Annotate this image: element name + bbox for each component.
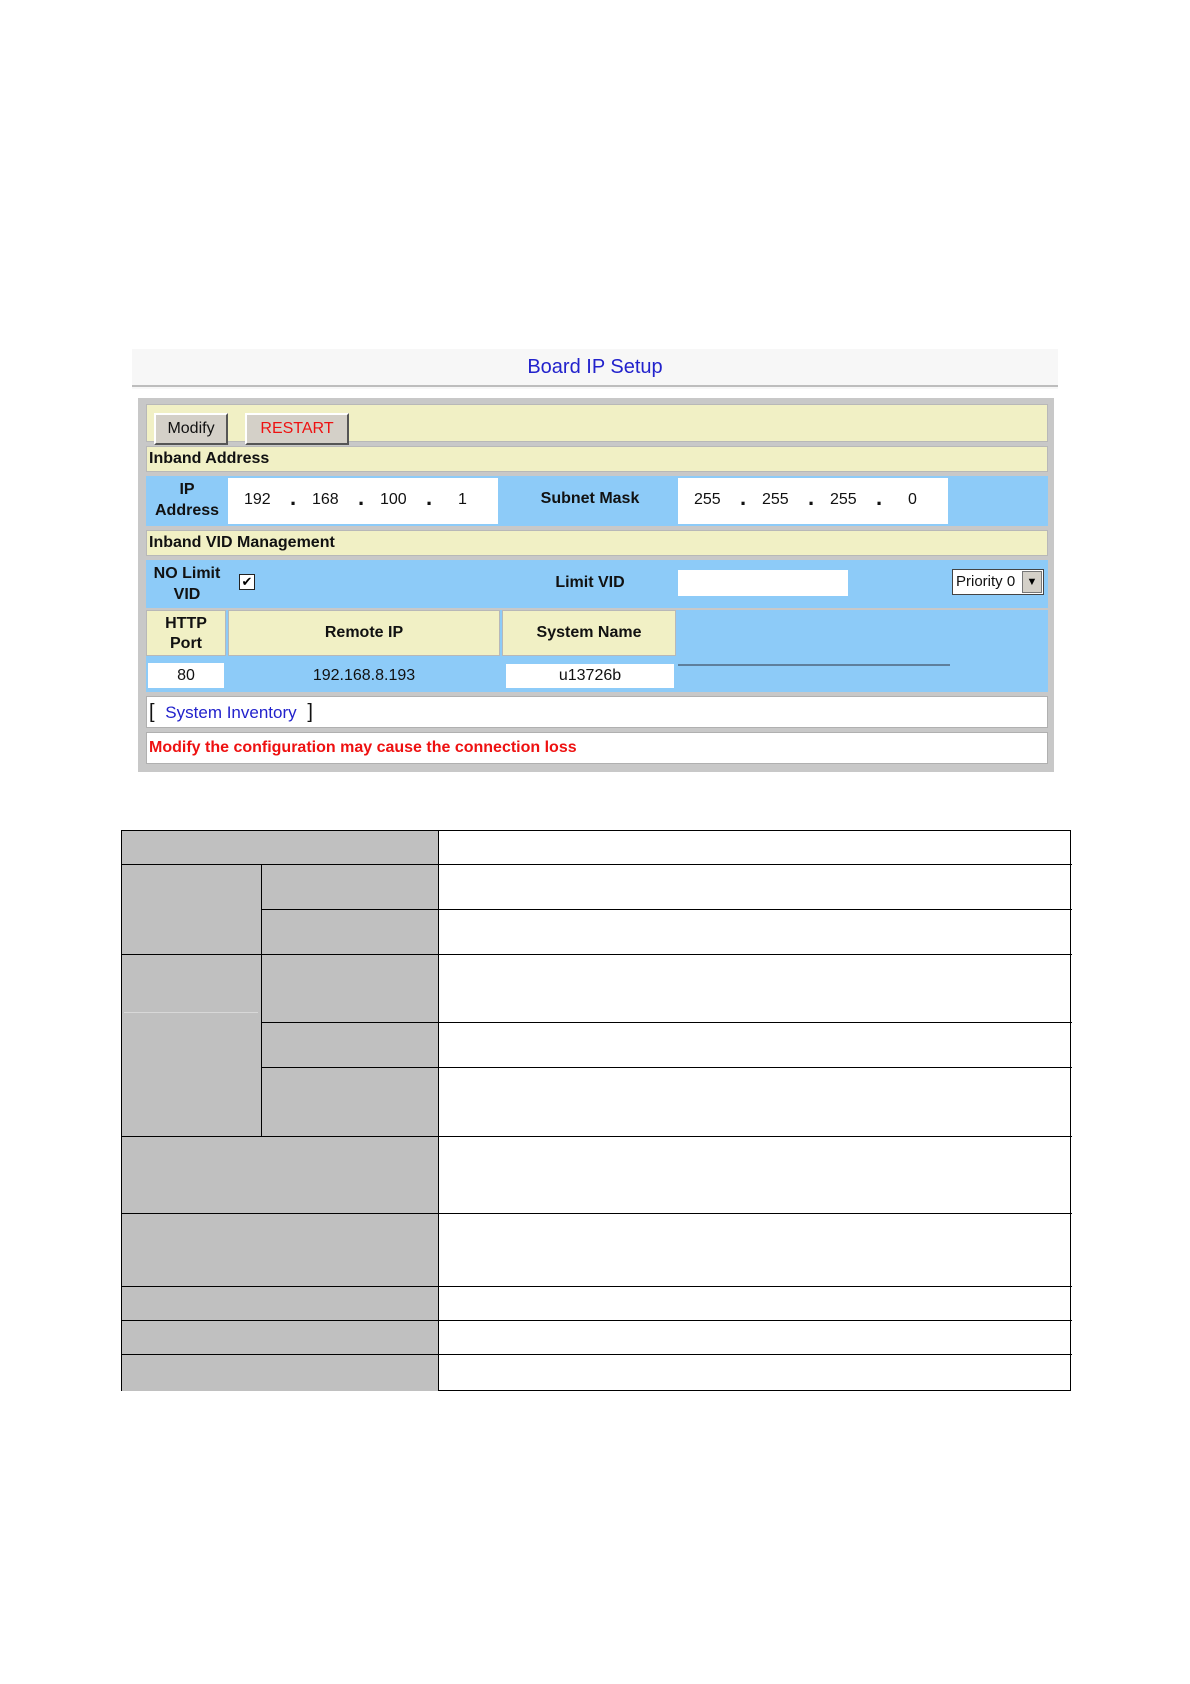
bracket-close: ] — [307, 701, 313, 723]
table-grid-line — [122, 1286, 1072, 1287]
subnet-separator: . — [740, 485, 747, 510]
table-label-cell — [122, 1354, 438, 1391]
table-label-cell — [122, 1136, 438, 1213]
table-soft-divider — [124, 1012, 258, 1013]
http-area — [146, 610, 1048, 692]
warning-row — [146, 732, 1048, 764]
inband-address-header: Inband Address — [146, 446, 1048, 472]
table-divider — [678, 664, 950, 666]
limit-vid-input[interactable] — [678, 570, 848, 596]
ip-separator: . — [290, 485, 297, 510]
http-port-header: HTTP Port — [146, 610, 226, 656]
chevron-down-icon[interactable]: ▼ — [1022, 571, 1042, 593]
table-grid-line — [122, 1213, 1072, 1214]
ip-row — [146, 476, 1048, 526]
table-label-cell — [122, 1213, 438, 1286]
modify-button[interactable]: Modify — [154, 413, 228, 445]
no-limit-vid-checkbox[interactable] — [239, 574, 255, 590]
table-label-cell — [122, 831, 438, 864]
parameter-description-table — [121, 830, 1071, 1391]
no-limit-vid-label: NO Limit VID — [153, 565, 221, 603]
remote-ip-header: Remote IP — [228, 610, 500, 656]
vid-row — [146, 560, 1048, 608]
subnet-separator: . — [876, 485, 883, 510]
ip-octet-3[interactable]: 100 — [380, 491, 407, 508]
limit-vid-label: Limit VID — [555, 574, 625, 591]
subnet-mask-field[interactable] — [678, 478, 948, 524]
subnet-separator: . — [808, 485, 815, 510]
ip-separator: . — [426, 485, 433, 510]
remote-ip-value: 192.168.8.193 — [312, 667, 416, 684]
ip-octet-1[interactable]: 192 — [244, 491, 271, 508]
system-name-header: System Name — [502, 610, 676, 656]
table-label-cell — [122, 1320, 438, 1354]
table-grid-line — [261, 1067, 1072, 1068]
table-grid-line — [438, 831, 439, 1391]
board-ip-setup-panel — [138, 398, 1054, 772]
ip-octet-2[interactable]: 168 — [312, 491, 339, 508]
subnet-octet-3[interactable]: 255 — [830, 491, 857, 508]
ip-address-field[interactable] — [228, 478, 498, 524]
subnet-octet-4[interactable]: 0 — [908, 491, 917, 508]
priority-selected-value: Priority 0 — [956, 573, 1016, 590]
table-label-cell — [122, 954, 438, 1136]
checkmark-icon: ✔ — [241, 574, 253, 589]
table-label-cell — [122, 1286, 438, 1320]
priority-select[interactable] — [952, 569, 1044, 595]
table-grid-line — [261, 954, 262, 1136]
toolbar-row — [146, 404, 1048, 442]
http-port-value[interactable]: 80 — [148, 663, 224, 688]
title-divider — [132, 385, 1058, 387]
ip-address-label: IP Address — [154, 481, 220, 519]
restart-button[interactable]: RESTART — [245, 413, 349, 445]
subnet-mask-label: Subnet Mask — [540, 490, 640, 507]
table-grid-line — [122, 954, 1072, 955]
inband-vid-header: Inband VID Management — [146, 530, 1048, 556]
table-grid-line — [261, 1022, 1072, 1023]
warning-message: Modify the configuration may cause the connection loss — [149, 739, 577, 756]
table-grid-line — [122, 864, 1072, 865]
ip-octet-4[interactable]: 1 — [458, 491, 467, 508]
table-grid-line — [122, 1354, 1072, 1355]
subnet-octet-1[interactable]: 255 — [694, 491, 721, 508]
system-inventory-row — [146, 696, 1048, 728]
page-title: Board IP Setup — [132, 349, 1058, 389]
table-grid-line — [261, 909, 1072, 910]
subnet-octet-2[interactable]: 255 — [762, 491, 789, 508]
table-grid-line — [122, 1136, 1072, 1137]
system-inventory-link[interactable]: System Inventory — [165, 703, 297, 722]
system-name-value[interactable]: u13726b — [506, 664, 674, 688]
table-grid-line — [122, 1320, 1072, 1321]
ip-separator: . — [358, 485, 365, 510]
bracket-open: [ — [149, 701, 155, 723]
